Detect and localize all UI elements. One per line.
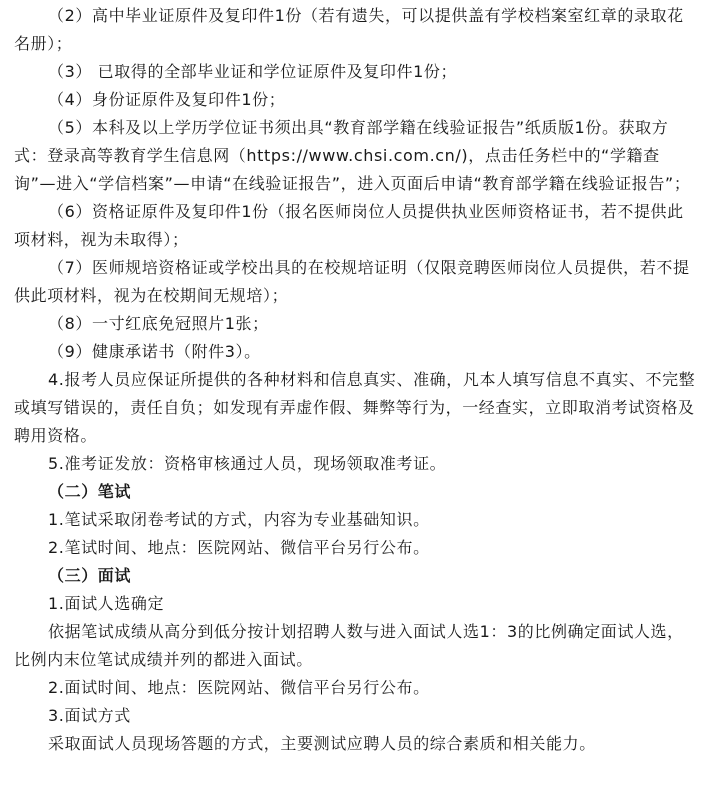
interview-point-1-title: 1.面试人选确定 — [48, 594, 165, 613]
item-9-paragraph: （9）健康承诺书（附件3）。 — [48, 342, 261, 361]
item-8-paragraph: （8）一寸红底免冠照片1张； — [48, 314, 269, 333]
interview-point-1-body: 依据笔试成绩从高分到低分按计划招聘人数与进入面试人选1：3的比例确定面试人选，比例内末位笔试成绩并列的都进入面试。 — [14, 622, 684, 669]
item-7-paragraph: （7）医师规培资格证或学校出具的在校规培证明（仅限竞聘医师岗位人员提供，若不提供此项材料，视为在校期间无规培）； — [14, 258, 690, 305]
item-4-paragraph: （4）身份证原件及复印件1份； — [48, 90, 286, 109]
point-4-paragraph: 4.报考人员应保证所提供的各种材料和信息真实、准确，凡本人填写信息不真实、不完整或填写错误的，责任自负；如发现有弄虚作假、舞弊等行为，一经查实，立即取消考试资格及聘用资格。 — [14, 370, 696, 445]
item-2-paragraph: （2）高中毕业证原件及复印件1份（若有遗失，可以提供盖有学校档案室红章的录取花名册）； — [14, 6, 684, 53]
interview-point-3-body: 采取面试人员现场答题的方式，主要测试应聘人员的综合素质和相关能力。 — [48, 734, 596, 753]
item-3-paragraph: （3） 已取得的全部毕业证和学位证原件及复印件1份； — [48, 62, 458, 81]
interview-point-3-title: 3.面试方式 — [48, 706, 131, 725]
interview-point-2: 2.面试时间、地点：医院网站、微信平台另行公布。 — [48, 678, 430, 697]
item-6-paragraph: （6）资格证原件及复印件1份（报名医师岗位人员提供执业医师资格证书，若不提供此项材料，视为未取得）； — [14, 202, 684, 249]
written-exam-point-1: 1.笔试采取闭卷考试的方式，内容为专业基础知识。 — [48, 510, 430, 529]
written-exam-point-2: 2.笔试时间、地点：医院网站、微信平台另行公布。 — [48, 538, 430, 557]
item-5-paragraph: （5）本科及以上学历学位证书须出具“教育部学籍在线验证报告”纸质版1份。获取方式：登录高等教育学生信息网（https://www.chsi.com.cn/)，点击任务栏中的“学籍查询”—进入“学信档案”—申请“在线验证报告”，进入页面后申请“教育部学籍在线验证报告”； — [14, 118, 691, 193]
section-written-exam-heading: （二）笔试 — [48, 482, 132, 501]
section-interview-heading: （三）面试 — [48, 566, 132, 585]
point-5-paragraph: 5.准考证发放：资格审核通过人员，现场领取准考证。 — [48, 454, 447, 473]
